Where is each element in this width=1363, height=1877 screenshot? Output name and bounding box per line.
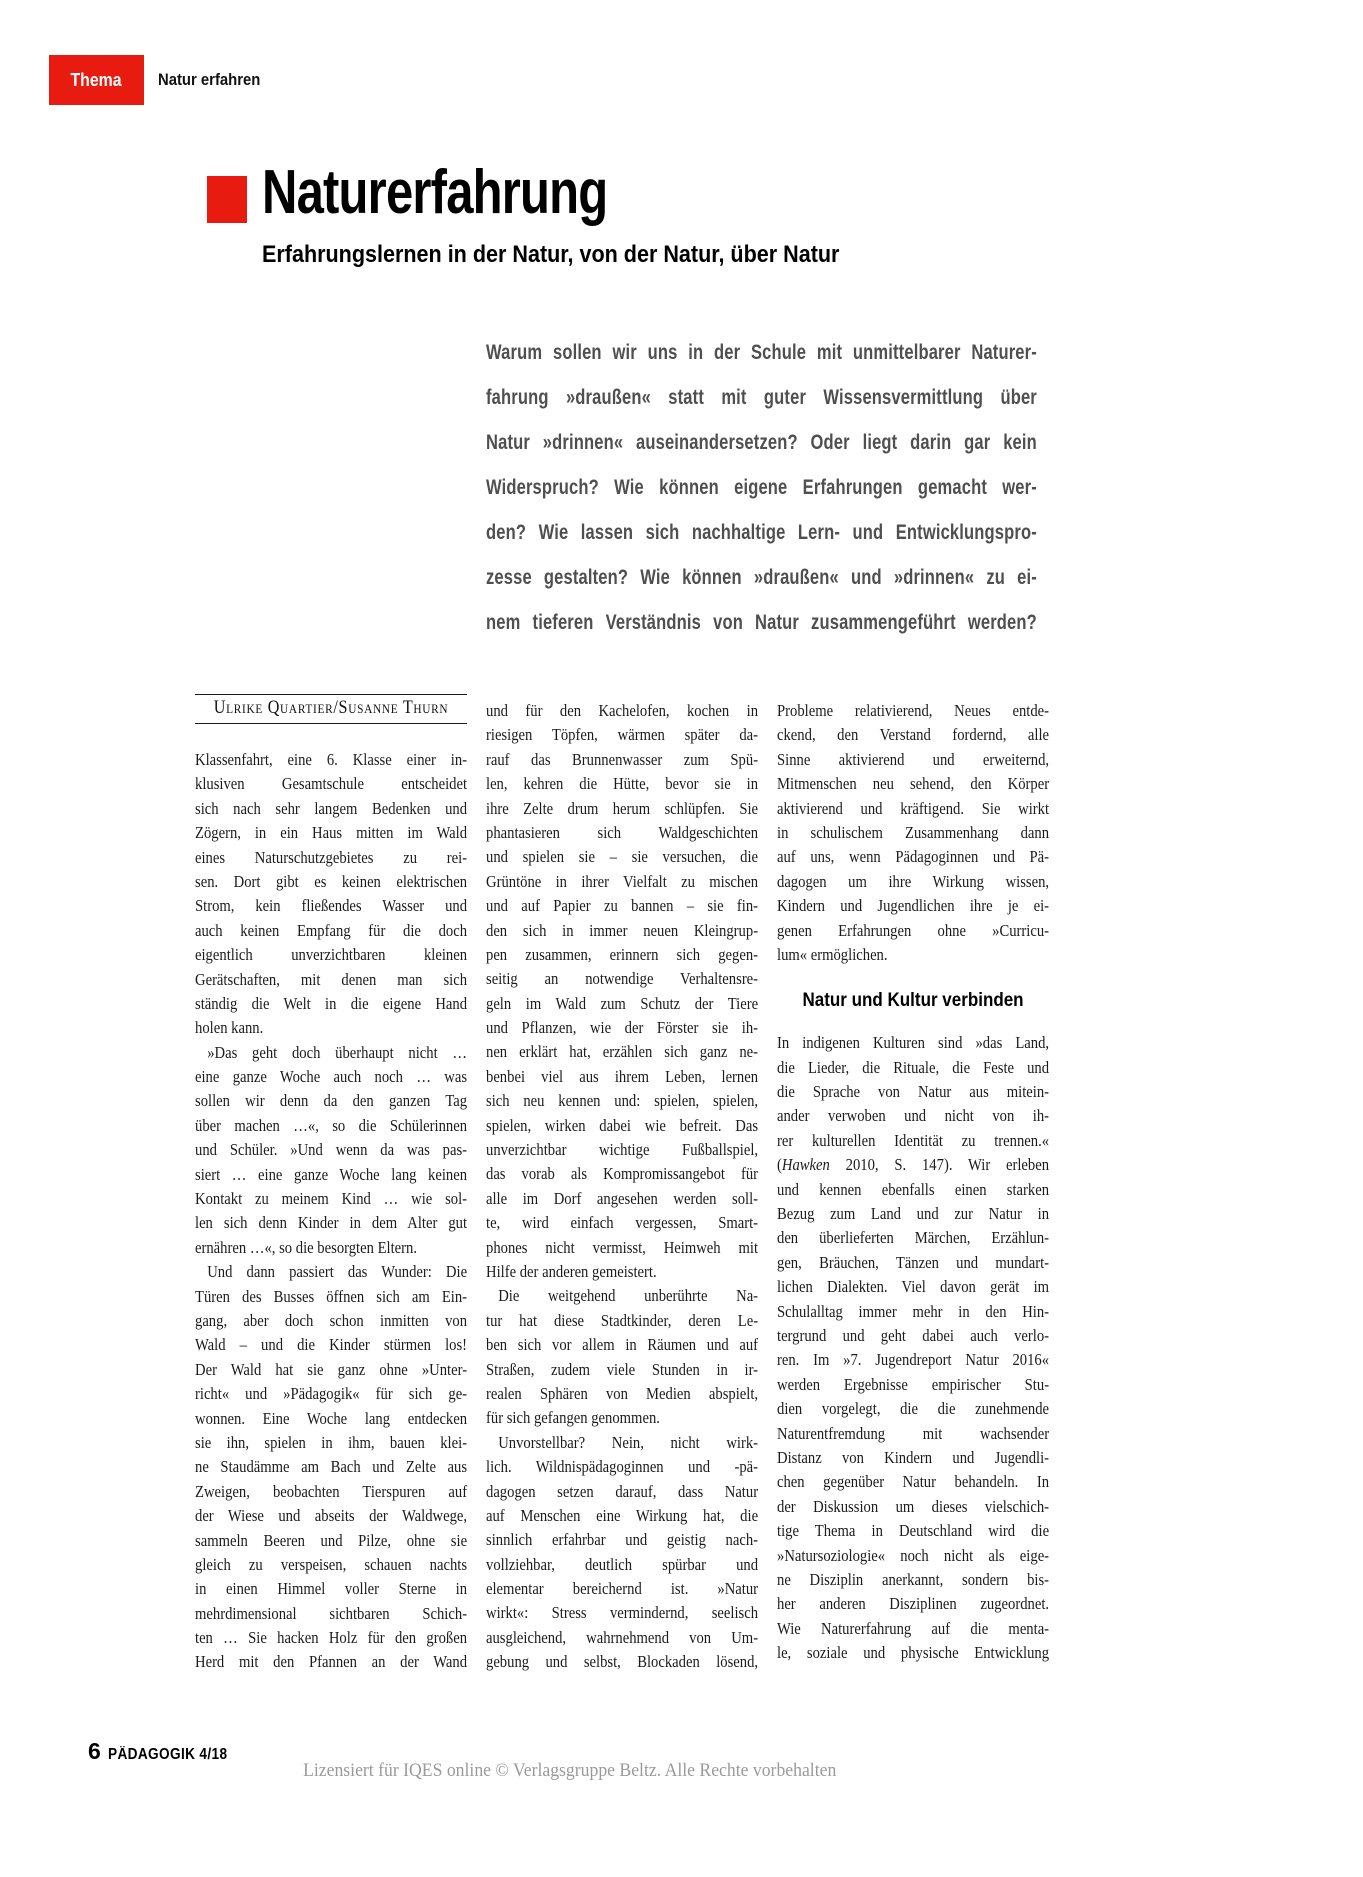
body-line: werden Ergebnisse empirischer Stu-	[777, 1374, 1050, 1394]
body-line: und spielen sie – sie versuchen, die	[486, 847, 759, 867]
body-line: holen kann.	[195, 1018, 264, 1038]
body-line: Straßen, zudem viele Stunden in ir-	[486, 1359, 759, 1379]
body-line: sich neu kennen und: spielen, spielen,	[486, 1091, 759, 1111]
body-line: ren. Im »7. Jugendreport Natur 2016«	[777, 1350, 1050, 1370]
body-line: die Sprache von Natur aus mitein-	[777, 1082, 1050, 1102]
body-line: ihre Zelte drum herum schlüpfen. Sie	[486, 798, 759, 818]
title-square-icon	[207, 176, 247, 223]
lead-line: Natur »drinnen« auseinandersetzen? Oder liegt darin gar kein	[486, 431, 1037, 454]
body-line: Strom, kein fließendes Wasser und	[195, 896, 468, 916]
body-line: aktivierend und kräftigend. Sie wirkt	[777, 798, 1050, 818]
body-line: das vorab als Kompromissangebot für	[486, 1164, 759, 1184]
body-line: Gerätschaften, mit denen man sich	[195, 969, 468, 989]
body-line: wirkt«: Stress vermindernd, seelisch	[486, 1603, 759, 1623]
body-line: eine ganze Woche auch noch … was	[195, 1067, 468, 1087]
text-column-1	[195, 694, 467, 1675]
section-heading: Natur und Kultur verbinden	[802, 989, 1024, 1012]
body-line: phones nicht vermisst, Heimweh mit	[486, 1237, 759, 1257]
body-line: unverzichtbar wichtige Fußballspiel,	[486, 1140, 759, 1160]
body-line: ne Staudämme am Bach und Zelte aus	[195, 1457, 468, 1477]
body-line: sen. Dort gibt es keinen elektrischen	[195, 871, 468, 891]
body-line: rauf das Brunnenwasser zum Spü-	[486, 749, 759, 769]
body-line: Unvorstellbar? Nein, nicht wirk-	[498, 1432, 759, 1452]
body-line: alle im Dorf angesehen werden soll-	[486, 1188, 759, 1208]
body-line: auch keinen Empfang für die doch	[195, 920, 468, 940]
lead-line: zesse gestalten? Wie können »draußen« und »drinnen« zu ei-	[486, 566, 1037, 589]
body-line: ständig die Welt in die eigene Hand	[195, 993, 468, 1013]
body-line: Sinne aktivierend und erweiternd,	[777, 749, 1050, 769]
body-line: Mitmenschen neu sehend, den Körper	[777, 774, 1050, 794]
body-line: Wie Naturerfahrung auf die menta-	[777, 1618, 1050, 1638]
body-line: und für den Kachelofen, kochen in	[486, 701, 759, 720]
body-line: (Hawken 2010, S. 147). Wir erleben	[777, 1155, 1050, 1175]
body-line: wonnen. Eine Woche lang entdecken	[195, 1408, 468, 1428]
thema-badge	[49, 55, 144, 105]
body-line: vollziehbar, deutlich spürbar und	[486, 1554, 759, 1574]
body-line: pen zusammen, erinnern sich gegen-	[486, 944, 759, 964]
body-line: Kindern und Jugendlichen ihre je ei-	[777, 896, 1050, 916]
body-line: in schulischem Zusammenhang dann	[777, 822, 1050, 842]
body-line: len, kehren die Hütte, bevor sie in	[486, 774, 759, 794]
body-line: ben sich vor allem in Räumen und auf	[486, 1335, 759, 1355]
body-line: chen gegenüber Natur behandeln. In	[777, 1472, 1050, 1492]
kicker-text: Natur erfahren	[158, 70, 261, 89]
body-line: Schulalltag immer mehr in den Hin-	[777, 1301, 1050, 1321]
body-line: riesigen Töpfen, wärmen später da-	[486, 725, 759, 745]
body-line: für sich gefangen genommen.	[486, 1408, 660, 1428]
body-line: Bezug zum Land und zur Natur in	[777, 1204, 1050, 1224]
body-line: eigentlich unverzichtbaren kleinen	[195, 945, 468, 965]
body-line: dagogen um ihre Wirkung wissen,	[777, 871, 1050, 891]
body-line: »Das geht doch überhaupt nicht …	[207, 1042, 468, 1062]
body-line: tige Thema in Deutschland wird die	[777, 1521, 1050, 1541]
body-line: Türen des Busses öffnen sich am Ein-	[195, 1286, 468, 1306]
body-line: in einen Himmel voller Sterne in	[195, 1579, 468, 1599]
thema-badge-label: Thema	[70, 69, 123, 90]
article-body	[195, 694, 1049, 1675]
page-title: Naturerfahrung	[262, 158, 608, 227]
lead-line: nem tieferen Verständnis von Natur zusammengeführt werden?	[486, 611, 1037, 634]
body-line: genen Erfahrungen ohne »Curricu-	[777, 920, 1050, 940]
body-line: phantasieren sich Waldgeschichten	[486, 822, 759, 842]
body-line: ernähren …«, so die besorgten Eltern.	[195, 1237, 418, 1257]
body-line: und kennen ebenfalls einen starken	[777, 1179, 1050, 1199]
body-line: rer kulturellen Identität zu trennen.«	[777, 1130, 1050, 1150]
body-line: Grüntöne in ihrer Vielfalt zu mischen	[486, 871, 759, 891]
body-line: Naturentfremdung mit wachsender	[777, 1423, 1050, 1443]
body-line: ne Disziplin anerkannt, sondern bis-	[777, 1569, 1050, 1589]
body-line: ckend, den Verstand fordernd, alle	[777, 725, 1050, 745]
body-line: Der Wald hat sie ganz ohne »Unter-	[195, 1359, 468, 1379]
body-line: über machen …«, so die Schülerinnen	[195, 1115, 468, 1135]
body-line: Distanz von Kindern und Jugendli-	[777, 1447, 1050, 1467]
body-line: gleich zu verspeisen, schauen nachts	[195, 1554, 468, 1574]
body-line: tur hat diese Stadtkinder, deren Le-	[486, 1310, 759, 1330]
body-line: Wald – und die Kinder stürmen los!	[195, 1335, 468, 1355]
body-line: ander verwoben und nicht von ih-	[777, 1106, 1050, 1126]
body-line: lich. Wildnispädagoginnen und -pä-	[486, 1457, 759, 1477]
body-line: sammeln Beeren und Pilze, ohne sie	[195, 1530, 468, 1550]
body-line: nen erklärt hat, erzählen sich ganz ne-	[486, 1042, 759, 1062]
body-line: auf uns, wenn Pädagoginnen und Pä-	[777, 847, 1050, 867]
page-number: 6	[88, 1738, 101, 1764]
body-line: klusiven Gesamtschule entscheidet	[195, 774, 468, 794]
body-line: elementar bereichernd ist. »Natur	[486, 1579, 759, 1599]
body-line: realen Sphären von Medien abspielt,	[486, 1383, 759, 1403]
body-line: Klassenfahrt, eine 6. Klasse einer in-	[195, 750, 468, 769]
lead-paragraph	[486, 330, 1037, 645]
body-line: le, soziale und physische Entwicklung	[777, 1643, 1050, 1663]
body-line: der Diskussion um dieses vielschich-	[777, 1496, 1050, 1516]
body-line: len sich denn Kinder in dem Alter gut	[195, 1213, 468, 1233]
body-line: und auf Papier zu bannen – sie fin-	[486, 896, 759, 916]
body-line: lum« ermöglichen.	[777, 944, 888, 964]
body-line: Kontakt zu meinem Kind … wie sol-	[195, 1189, 468, 1209]
text-column-3	[777, 694, 1049, 1675]
body-line: Die weitgehend unberührte Na-	[498, 1286, 759, 1306]
body-line: richt« und »Pädagogik« für sich ge-	[195, 1384, 468, 1404]
body-line: gen, Bräuchen, Tänzen und mundart-	[777, 1252, 1050, 1272]
body-line: Herd mit den Pfannen an der Wand	[195, 1652, 468, 1672]
body-line: In indigenen Kulturen sind »das Land,	[777, 1033, 1050, 1053]
body-line: dien vorgelegt, die die zunehmende	[777, 1399, 1050, 1419]
body-line: Hilfe der anderen gemeistert.	[486, 1261, 657, 1281]
body-line: gang, aber doch schon inmitten von	[195, 1310, 468, 1330]
body-line: und Pflanzen, wie der Förster sie ih-	[486, 1018, 759, 1038]
body-line: Probleme relativierend, Neues entde-	[777, 701, 1050, 720]
license-line	[0, 1760, 1140, 1782]
body-line: sich nach sehr langem Bedenken und	[195, 798, 468, 818]
body-line: »Natursoziologie« noch nicht als eige-	[777, 1545, 1050, 1565]
license-text: Lizensiert für IQES online © Verlagsgruppe Beltz. Alle Rechte vorbehalten	[303, 1760, 837, 1781]
body-line: ten … Sie hacken Holz für den großen	[195, 1628, 468, 1648]
body-line: den sich in immer neuen Kleingrup-	[486, 920, 759, 940]
body-line: dagogen setzen darauf, dass Natur	[486, 1481, 759, 1501]
body-line: sinnlich erfahrbar und geistig nach-	[486, 1530, 759, 1550]
body-line: eines Naturschutzgebietes zu rei-	[195, 847, 468, 867]
lead-line: fahrung »draußen« statt mit guter Wissensvermittlung über	[486, 386, 1037, 409]
byline: Ulrike Quartier/Susanne Thurn	[195, 694, 467, 724]
body-line: tergrund und geht dabei auch verlo-	[777, 1325, 1050, 1345]
body-line: lichen Dialekten. Viel davon gerät im	[777, 1277, 1050, 1297]
body-line: Zweigen, beobachten Tierspuren auf	[195, 1481, 468, 1501]
text-column-2	[486, 694, 758, 1675]
kicker	[158, 55, 272, 105]
body-line: der Wiese und abseits der Waldwege,	[195, 1506, 468, 1526]
lead-line: Warum sollen wir uns in der Schule mit unmittelbarer Naturer-	[486, 341, 1037, 364]
body-line: ausgleichend, wahrnehmend von Um-	[486, 1627, 759, 1647]
body-line: die Lieder, die Rituale, die Feste und	[777, 1057, 1050, 1077]
page-subtitle: Erfahrungslernen in der Natur, von der Natur, über Natur	[262, 241, 840, 268]
body-line: her anderen Disziplinen zugeordnet.	[777, 1594, 1050, 1614]
body-line: geln im Wald zum Schutz der Tiere	[486, 993, 759, 1013]
body-line: benbei viel aus ihrem Leben, lernen	[486, 1066, 759, 1086]
lead-line: den? Wie lassen sich nachhaltige Lern- und Entwicklungspro-	[486, 521, 1037, 544]
lead-line: Widerspruch? Wie können eigene Erfahrungen gemacht wer-	[486, 476, 1037, 499]
body-line: spielen, wirken dabei wie befreit. Das	[486, 1115, 759, 1135]
body-line: auf Menschen eine Wirkung hat, die	[486, 1505, 759, 1525]
body-line: und Schüler. »Und wenn da was pas-	[195, 1140, 468, 1160]
body-line: Und dann passiert das Wunder: Die	[207, 1262, 468, 1282]
body-line: sollen wir denn da den ganzen Tag	[195, 1091, 468, 1111]
body-line: seitig an notwendige Verhaltensre-	[486, 969, 759, 989]
body-line: Zögern, in ein Haus mitten im Wald	[195, 823, 468, 843]
journal-name: PÄDAGOGIK 4/18	[107, 1746, 228, 1763]
body-line: gebung und selbst, Blockaden lösend,	[486, 1652, 759, 1672]
body-line: mehrdimensional sichtbaren Schich-	[195, 1603, 468, 1623]
body-line: den überlieferten Märchen, Erzählun-	[777, 1228, 1050, 1248]
body-line: te, wird einfach vergessen, Smart-	[486, 1213, 759, 1233]
body-line: sie ihn, spielen in ihm, bauen klei-	[195, 1432, 468, 1452]
body-line: siert … eine ganze Woche lang keinen	[195, 1164, 468, 1184]
